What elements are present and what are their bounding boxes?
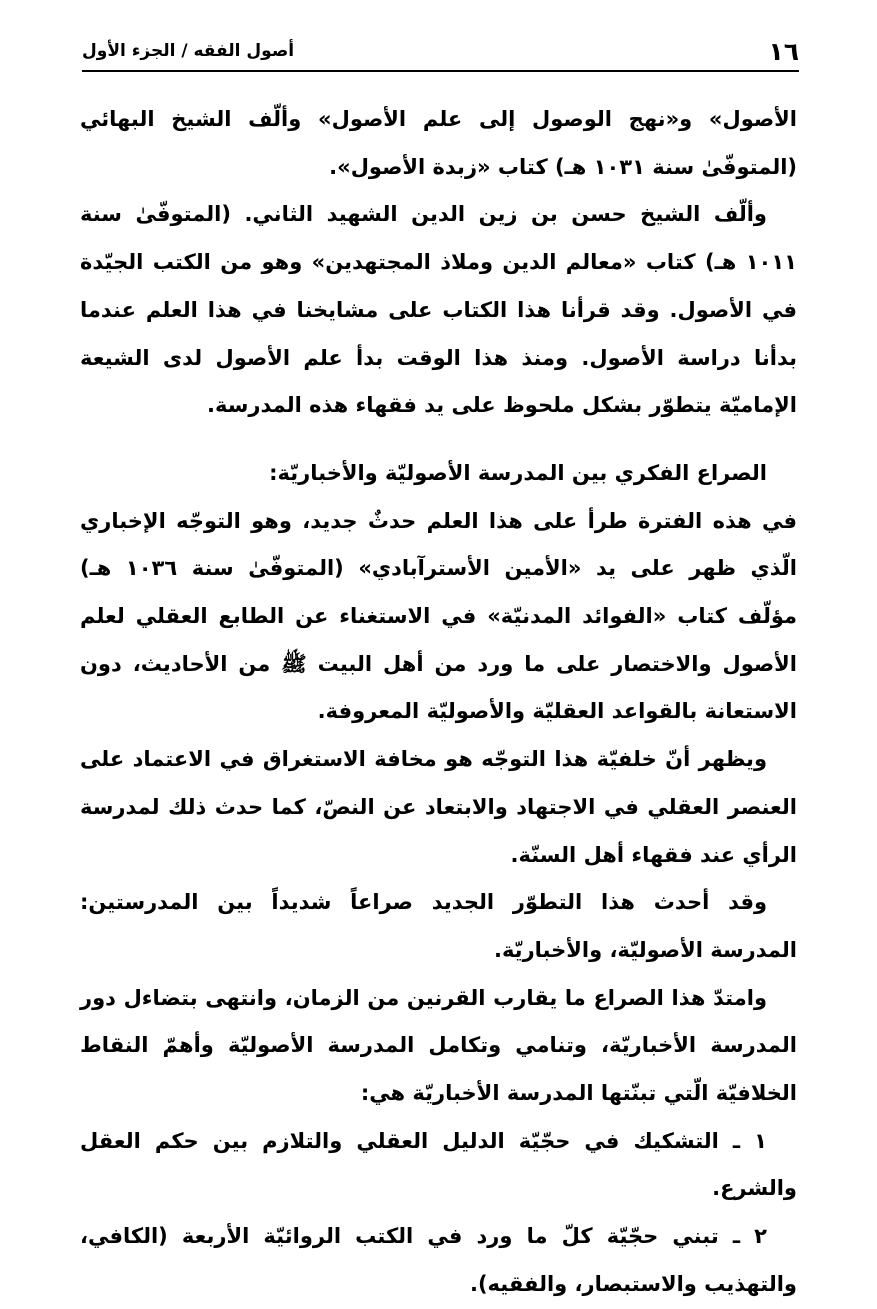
list-item: ٢ ـ تبني حجّيّة كلّ ما ورد في الكتب الروائيّة الأربعة (الكافي، والتهذيب والاستبصار، والفقيه).	[80, 1224, 797, 1296]
paragraph-akhbari-origin: في هذه الفترة طرأ على هذا العلم حدثٌ جديد، وهو التوجّه الإخباري الّذي ظهر على يد «الأمين الأسترآبادي» (المتوفّىٰ سنة ١٠٣٦ هـ) مؤلّف كتاب «الفوائد المدنيّة» في الاستغناء عن الطابع العقلي لعلم الأصول والاختصار على ما ورد من أهل البيت ﷺ من الأحاديث، دون الاستعانة بالقواعد العقليّة والأصوليّة المعروفة.	[80, 508, 798, 724]
list-item: ١ ـ التشكيك في حجّيّة الدليل العقلي والتلازم بين حكم العقل والشرع.	[80, 1128, 797, 1201]
header-divider	[82, 70, 799, 72]
paragraph-conflict: وقد أحدث هذا التطوّر الجديد صراعاً شديداً بين المدرستين: المدرسة الأصوليّة، والأخباريّة.	[80, 890, 797, 962]
paragraph-continuation: الأصول» و«نهج الوصول إلى علم الأصول» وألّف الشيخ البهائي (المتوفّىٰ سنة ١٠٣١ هـ) كتاب «زبدة الأصول».	[80, 107, 797, 179]
page-header	[82, 36, 799, 66]
page-body	[80, 96, 797, 1309]
paragraph-akhbari-motive: ويظهر أنّ خلفيّة هذا التوجّه هو مخافة الاستغراق في الاعتماد على العنصر العقلي في الاجتهاد والابتعاد عن النصّ، كما حدث ذلك لمدرسة الرأي عند فقهاء أهل السنّة.	[80, 747, 797, 867]
paragraph-maalim: وألّف الشيخ حسن بن زين الدين الشهيد الثاني. (المتوفّىٰ سنة ١٠١١ هـ) كتاب «معالم الدين وملاذ المجتهدين» وهو من الكتب الجيّدة في الأصول. وقد قرأنا هذا الكتاب على مشايخنا في هذا العلم عندما بدأنا دراسة الأصول. ومنذ هذا الوقت بدأ علم الأصول لدى الشيعة الإماميّة يتطوّر بشكل ملحوظ على يد فقهاء هذه المدرسة.	[80, 202, 797, 418]
page-number: ١٦	[768, 36, 799, 66]
paragraph-conflict-duration: وامتدّ هذا الصراع ما يقارب القرنين من الزمان، وانتهى بتضاءل دور المدرسة الأخباريّة، وتنامي وتكامل المدرسة الأصوليّة وأهمّ النقاط الخلافيّة الّتي تبنّتها المدرسة الأخباريّة هي:	[80, 985, 797, 1106]
running-title: أصول الفقه / الجزء الأول	[82, 41, 295, 61]
section-heading: الصراع الفكري بين المدرسة الأصوليّة والأخباريّة:	[269, 460, 767, 485]
